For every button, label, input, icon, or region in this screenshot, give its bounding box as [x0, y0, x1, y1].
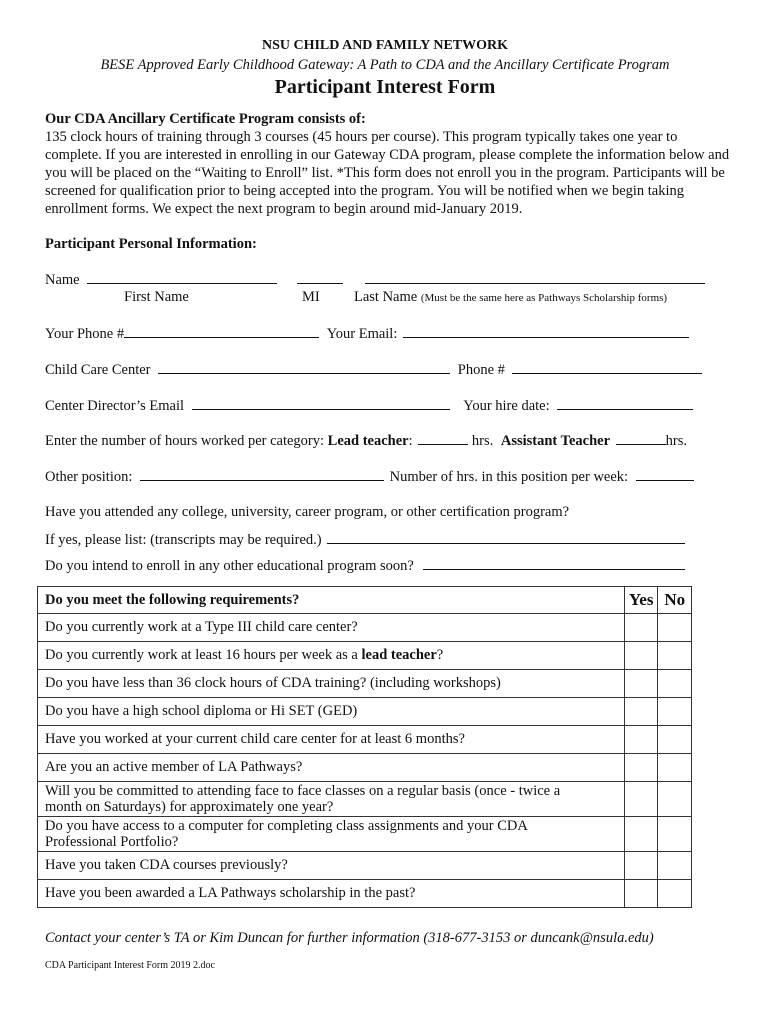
no-checkbox-cell[interactable] [658, 726, 692, 754]
question-emphasis: lead teacher [361, 647, 437, 663]
enroll-question: Do you intend to enroll in any other educational program soon? [45, 558, 414, 574]
no-column-header: No [658, 587, 692, 614]
no-checkbox-cell[interactable] [658, 817, 692, 852]
center-phone-field[interactable] [512, 361, 702, 374]
table-row [38, 817, 692, 852]
question-cell: Do you have less than 36 clock hours of CDA training? (including workshops) [38, 670, 625, 698]
yes-checkbox-cell[interactable] [624, 726, 658, 754]
program-subtitle: BESE Approved Early Childhood Gateway: A Path to CDA and the Ancillary Certificate Program [100, 57, 670, 73]
yes-checkbox-cell[interactable] [624, 754, 658, 782]
mi-field[interactable] [297, 271, 343, 284]
no-checkbox-cell[interactable] [658, 852, 692, 880]
contact-footer: Contact your center’s TA or Kim Duncan for further information (318-677-3153 or duncank@nsula.edu) [45, 930, 654, 946]
other-position-field[interactable] [140, 468, 384, 481]
no-checkbox-cell[interactable] [658, 670, 692, 698]
question-cell [38, 782, 625, 817]
question-cell: Have you worked at your current child care center for at least 6 months? [38, 726, 625, 754]
enroll-field[interactable] [423, 557, 685, 570]
table-row [38, 754, 692, 782]
director-email-field[interactable] [192, 397, 450, 410]
hire-date-field[interactable] [557, 397, 693, 410]
hours-prompt: Enter the number of hours worked per category: [45, 433, 325, 449]
question-cell: Do you currently work at a Type III child care center? [38, 614, 625, 642]
table-row [38, 726, 692, 754]
lead-teacher-hours-field[interactable] [418, 432, 468, 445]
if-yes-row [45, 531, 685, 549]
last-name-field[interactable] [365, 271, 705, 284]
question-cell: Have you taken CDA courses previously? [38, 852, 625, 880]
table-row [38, 880, 692, 908]
lead-hrs-label: hrs. [471, 433, 494, 449]
question-cell: Have you been awarded a LA Pathways scholarship in the past? [38, 880, 625, 908]
personal-info-heading: Participant Personal Information: [45, 236, 257, 252]
table-row [38, 614, 692, 642]
center-row [45, 361, 702, 379]
question-cell: Are you an active member of LA Pathways? [38, 754, 625, 782]
assistant-hrs-label: hrs. [665, 433, 688, 449]
question-line-2: Professional Portfolio? [45, 834, 179, 850]
question-cell [38, 817, 625, 852]
no-checkbox-cell[interactable] [658, 754, 692, 782]
other-position-label: Other position: [45, 469, 133, 485]
no-checkbox-cell[interactable] [658, 698, 692, 726]
center-phone-label: Phone # [457, 362, 505, 378]
if-yes-label: If yes, please list: (transcripts may be required.) [45, 532, 322, 548]
position-hours-label: Number of hrs. in this position per week: [389, 469, 629, 485]
lead-teacher-label: Lead teacher [327, 433, 409, 449]
name-row [45, 271, 705, 289]
position-hours-field[interactable] [636, 468, 694, 481]
director-email-label: Center Director’s Email [45, 398, 185, 414]
question-cell [38, 642, 625, 670]
table-row [38, 642, 692, 670]
if-yes-field[interactable] [327, 531, 685, 544]
question-end: ? [436, 647, 444, 663]
no-checkbox-cell[interactable] [658, 614, 692, 642]
director-row [45, 397, 693, 415]
enroll-row [45, 557, 685, 575]
table-row [38, 852, 692, 880]
yes-checkbox-cell[interactable] [624, 670, 658, 698]
hours-row: Enter the number of hours worked per category: Lead teacher: hrs. Assistant Teacher hrs. [45, 433, 688, 449]
email-label: Your Email: [326, 326, 398, 342]
phone-field[interactable] [124, 325, 319, 338]
requirements-heading: Do you meet the following requirements? [38, 587, 625, 614]
center-label: Child Care Center [45, 362, 151, 378]
name-label: Name [45, 272, 80, 288]
first-name-caption: First Name [124, 289, 189, 305]
college-question: Have you attended any college, university, career program, or other certification program? [45, 504, 570, 520]
question-line-1: Do you have access to a computer for completing class assignments and your CDA [45, 818, 528, 834]
hire-date-label: Your hire date: [463, 398, 550, 414]
last-name-caption-text: Last Name [354, 289, 418, 305]
yes-checkbox-cell[interactable] [624, 614, 658, 642]
first-name-field[interactable] [87, 271, 277, 284]
intro-paragraph: 135 clock hours of training through 3 courses (45 hours per course). This program typically takes one year to complete. If you are interested in enrolling in our Gateway CDA program, please complete the information below and you will be placed on the “Waiting to Enroll” list. *This form does not enroll you in the program. Participants will be screened for qualification prior to being accepted into the program. You will be notified when we begin taking enrollment forms. We expect the next program to begin around mid-January 2019. [45, 129, 730, 217]
mi-caption: MI [302, 289, 320, 305]
question-text: Do you currently work at least 16 hours per week as a [45, 647, 362, 663]
question-cell: Do you have a high school diploma or Hi SET (GED) [38, 698, 625, 726]
assistant-teacher-label: Assistant Teacher [500, 433, 611, 449]
center-field[interactable] [158, 361, 450, 374]
table-row [38, 698, 692, 726]
phone-email-row [45, 325, 689, 343]
yes-column-header: Yes [624, 587, 658, 614]
requirements-table [37, 586, 692, 908]
email-field[interactable] [403, 325, 689, 338]
table-row [38, 670, 692, 698]
question-line-1: Will you be committed to attending face to face classes on a regular basis (once - twice a [45, 783, 561, 799]
yes-checkbox-cell[interactable] [624, 698, 658, 726]
org-name: NSU CHILD AND FAMILY NETWORK [261, 38, 509, 53]
phone-label: Your Phone # [45, 326, 125, 342]
yes-checkbox-cell[interactable] [624, 642, 658, 670]
question-line-2: month on Saturdays) for approximately one year? [45, 799, 334, 815]
last-name-note: (Must be the same here as Pathways Scholarship forms) [420, 292, 668, 304]
table-row [38, 782, 692, 817]
yes-checkbox-cell[interactable] [624, 880, 658, 908]
intro-heading: Our CDA Ancillary Certificate Program consists of: [45, 111, 366, 127]
form-title: Participant Interest Form [274, 76, 496, 98]
no-checkbox-cell[interactable] [658, 880, 692, 908]
yes-checkbox-cell[interactable] [624, 817, 658, 852]
assistant-teacher-hours-field[interactable] [616, 432, 666, 445]
yes-checkbox-cell[interactable] [624, 852, 658, 880]
no-checkbox-cell[interactable] [658, 782, 692, 817]
document-filename: CDA Participant Interest Form 2019 2.doc [45, 960, 215, 971]
yes-checkbox-cell[interactable] [624, 782, 658, 817]
last-name-caption [354, 289, 667, 306]
other-position-row [45, 468, 694, 486]
requirements-header-row [38, 587, 692, 614]
no-checkbox-cell[interactable] [658, 642, 692, 670]
